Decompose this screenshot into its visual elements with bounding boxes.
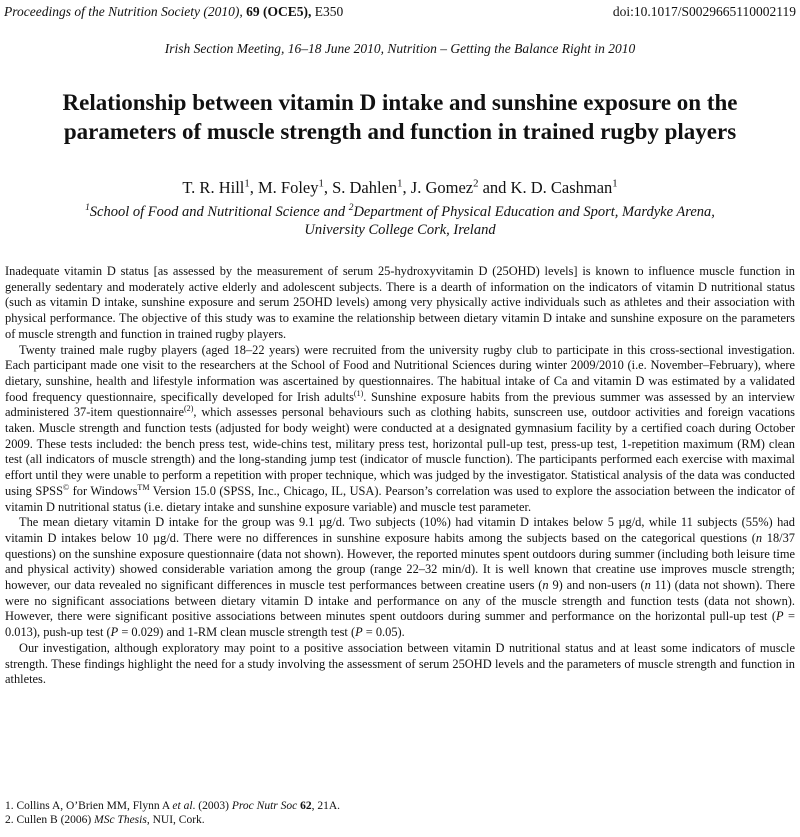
doi: doi:10.1017/S0029665110002119: [612, 4, 796, 19]
paragraph-methods: Twenty trained male rugby players (aged 18–22 years) were recruited from the university rugby club to participate in this cross-sectional investigation. Each participant made one visit to the researchers at the School of Food and Nutritional Sciences during winter 2009/2010 (i.e. November–February), where dietary, sunshine, health and lifestyle information was ascertained by questionnaires. The habitual intake of Ca and vitamin D was estimated by a validated food frequency questionnaire, specifically developed for Irish adults$^{(1)}$. Sunshine exposure habits from the previous summer was assessed by an interview administered 37-item questionnaire$^{(2)}$, which assesses personal behaviours such as clothing habits, sunscreen use, outdoor activities and foreign vacations taken. Muscle strength and function tests (adjusted for body weight) were conducted at a designated gymnasium facility by a certified coach during October 2009. These tests included: the bench press test, wide-chins test, military press test, horizontal pull-up test, press-up test, 1-repetition maximum (RM) clean test (all indicators of muscle strength) and the long-standing jump test (indicator of muscle function). The participants performed each exercise with maximal effort until they were unable to perform a repetition with proper technique, which was judged by the investigator. Statistical analysis of the data was conducted using SPSS© for Windows™ Version 15.0 (SPSS, Inc., Chicago, IL, USA). Pearson’s correlation was used to explore the association between the indicator of vitamin D nutritional status (i.e. dietary intake and sunshine exposure variable) and muscle test parameter.: [5, 342, 796, 514]
paragraph-intro: Inadequate vitamin D status [as assessed by the measurement of serum 25-hydroxyvitamin D (25OHD) levels] is known to influence muscle function in generally sedentary and moderately active elderly and adolescent subjects. There is a dearth of information on the indicators of vitamin D nutritional status (such as vitamin D intake, sunshine exposure and serum 25OHD levels) among very physically active individuals such as athletes and their association with physical performance. The objective of this study was to examine the relationship between dietary vitamin D intake and sunshine exposure on the parameters of muscle strength and function in trained rugby players.: [5, 264, 795, 341]
author: S. Dahlen: [332, 178, 398, 197]
author: J. Gomez: [410, 178, 474, 197]
reference-item: 1. Collins A, O’Brien MM, Flynn A et al. (2003) Proc Nutr Soc 62, 21A.: [5, 800, 341, 812]
paragraph-conclusion: Our investigation, although exploratory may point to a positive association between vitamin D nutritional status and at least some indicators of muscle strength. These findings highlight the need for a study involving the assessment of serum 25OHD levels and the parameters of muscle strength and function in athletes.: [5, 640, 795, 687]
affiliations: $^1$School of Food and Nutritional Science and $^2$Department of Physical Education and Sport, Mardyke Arena, University College Cork, Ireland: [85, 203, 715, 238]
author: T. R. Hill: [182, 178, 245, 197]
journal-citation: Proceedings of the Nutrition Society (2010), 69 (OCE5), E350: [4, 4, 344, 19]
author: K. D. Cashman: [510, 178, 613, 197]
issue: (OCE5),: [262, 4, 312, 19]
paper-title: Relationship between vitamin D intake and sunshine exposure on the parameters of muscle strength and function in trained rugby players: [62, 90, 738, 144]
author-list: T. R. Hill$^1$, M. Foley$^1$, S. Dahlen$^1$, J. Gomez$^2$ and K. D. Cashman$^1$: [182, 177, 618, 197]
abstract-body: [5, 264, 795, 688]
reference-item: 2. Cullen B (2006) MSc Thesis, NUI, Cork.: [5, 814, 205, 826]
paragraph-results: The mean dietary vitamin D intake for the group was 9.1 µg/d. Two subjects (10%) had vitamin D intakes below 5 µg/d, while 11 subjects (55%) had vitamin D intakes below 10 µg/d. There were no differences in sunshine exposure habits among the subjects based on the categorical questions (n 18/37 questions) on the sunshine exposure questionnaire (data not shown). However, the reported minutes spent outdoors during summer (including both leisure time and physical activity) showed considerable variation among the group (range 22–32 min/d). It is well known that creatine use improves muscle strength; however, our data revealed no significant differences in muscle test performances between creatine users (n 9) and non-users (n 11) (data not shown). There were no significant associations between dietary vitamin D intake and performance on any of the muscle strength and function tests (data not shown). However, there were significant positive associations between minutes spent outdoors during summer and performance on the horizontal pull-up test (P = 0.013), push-up test (P = 0.029) and 1-RM clean muscle strength test (P = 0.05).: [5, 515, 795, 640]
author: M. Foley: [257, 178, 319, 197]
volume: 69: [246, 4, 260, 19]
reference-list: [5, 799, 795, 827]
running-head: [4, 4, 796, 20]
meeting-line: Irish Section Meeting, 16–18 June 2010, Nutrition – Getting the Balance Right in 2010: [164, 41, 636, 56]
